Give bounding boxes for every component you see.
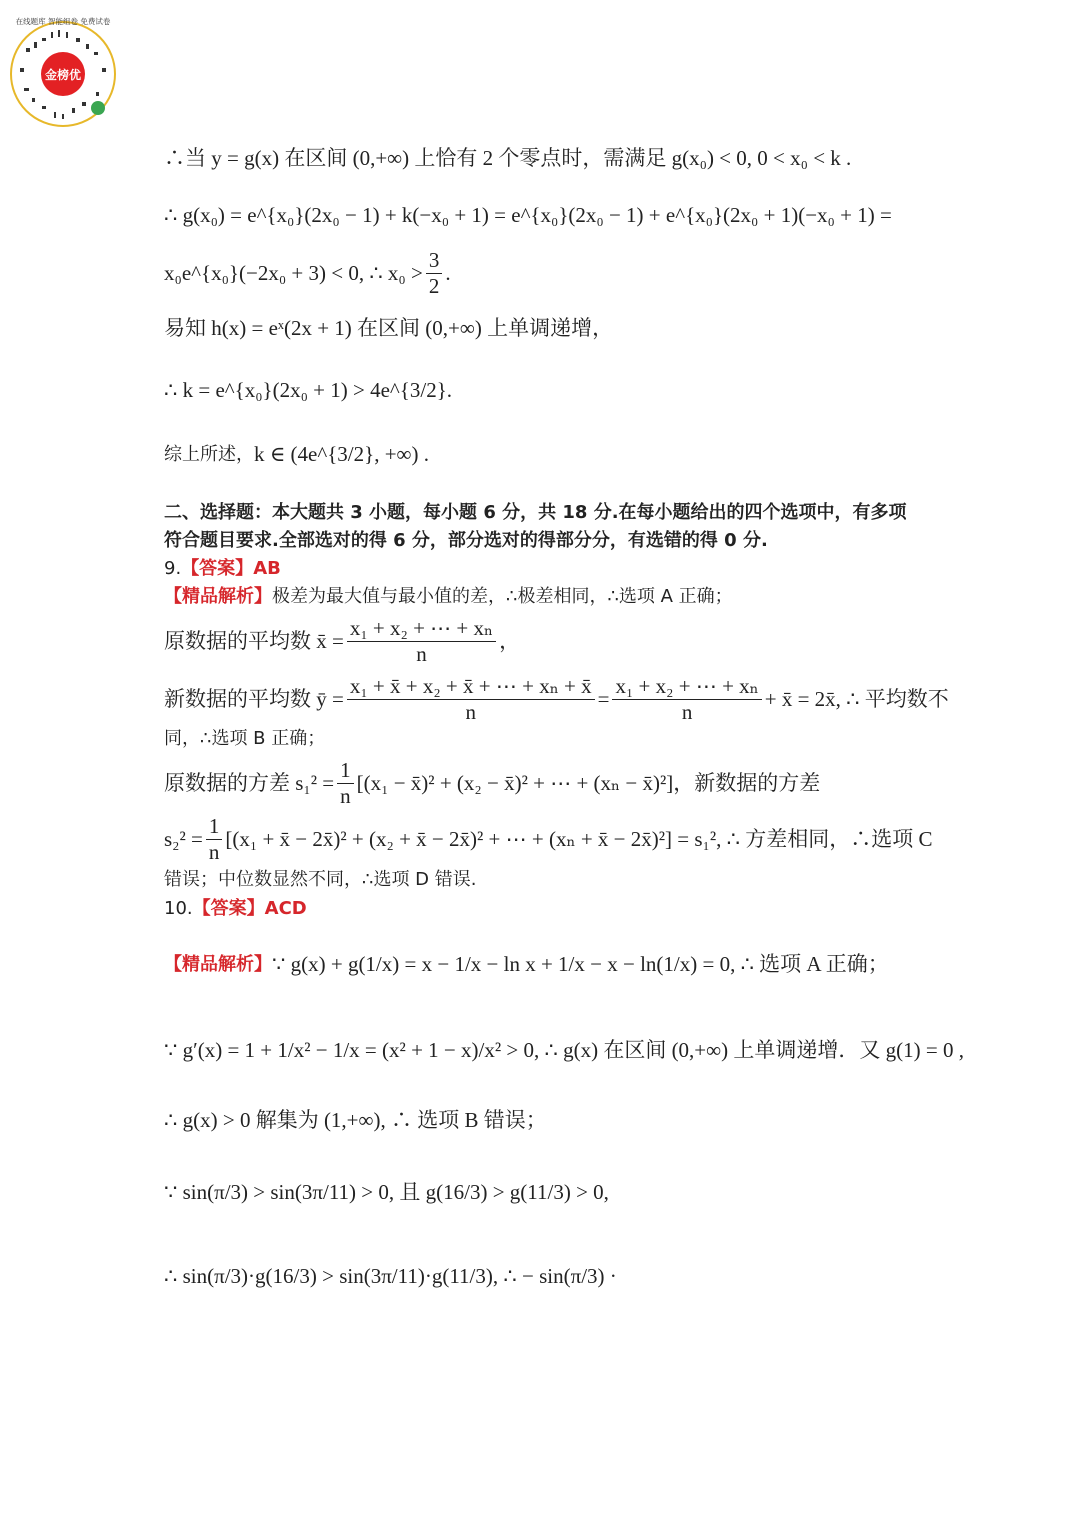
q9-new-variance-fraction: $\frac{1}{n}$ xyxy=(206,816,223,863)
conclusion-label: 综上所述， xyxy=(164,443,254,465)
q9-variance-line: 原数据的方差 s₁² = $\frac{1}{n}$ [(x₁ − x̄)² + (x₂ − x̄)² + ⋯ + (xₙ − x̄)²] ，新数据的方差 xyxy=(164,758,821,808)
proof-line-3-text: x₀e^{x₀}(−2x₀ + 3) < 0, ∴ x₀ > xyxy=(164,261,423,285)
q9-analysis-tag: 【精品解析】 xyxy=(164,586,272,607)
q9-answer-label: 【答案】 xyxy=(181,558,254,579)
q9-mean-fraction: $\frac{\text{x₁ + x₂ + ⋯ + xₙ}}{n}$ xyxy=(347,618,496,665)
q10-analysis-line-1: 【精品解析】 ∵ g(x) + g(1/x) = x − 1/x − ln x + 1/x − x − ln(1/x) = 0, ∴ 选项 A 正确； xyxy=(164,952,889,976)
q9-new-mean-line: 新数据的平均数 ȳ = $\frac{\text{x₁ + x̄ + x₂ + x̄ + ⋯ + xₙ + x̄}}{n}$ = $\frac{\text{x₁ + x₂ + ⋯ + xₙ}}{n}$ + x̄ = 2x̄, ∴ 平均数不 xyxy=(164,674,949,724)
q9-line-cd: 错误；中位数显然不同，∴选项 D 错误. xyxy=(164,869,477,890)
q10-sin-compare-line: ∵ sin(π/3) > sin(3π/11) > 0, 且 g(16/3) > g(11/3) > 0, xyxy=(164,1180,609,1204)
q9-number: 9. xyxy=(164,558,182,579)
proof-line-2: ∴ g(x₀) = e^{x₀}(2x₀ − 1) + k(−x₀ + 1) = e^{x₀}(2x₀ − 1) + e^{x₀}(2x₀ + 1)(−x₀ + 1) = xyxy=(164,203,892,227)
conclusion-line xyxy=(164,444,429,465)
q10-answer: ACD xyxy=(264,898,307,919)
proof-line-1: ∴当 y = g(x) 在区间 (0,+∞) 上恰有 2 个零点时，需满足 g(x₀) < 0, 0 < x₀ < k . xyxy=(164,146,852,170)
q9-variance-fraction: $\frac{1}{n}$ xyxy=(337,760,354,807)
jinbangyou-logo xyxy=(6,8,120,128)
proof-line-5: ∴ k = e^{x₀}(2x₀ + 1) > 4e^{3/2}. xyxy=(164,378,453,402)
proof-line-3: x₀e^{x₀}(−2x₀ + 3) < 0, ∴ x₀ > $\frac{3}{2}$ . xyxy=(164,248,451,298)
logo-arc-text: 在线题库 智能组卷 免费试卷 xyxy=(15,17,111,26)
q10-derivative-line: ∵ g′(x) = 1 + 1/x² − 1/x = (x² + 1 − x)/x² > 0, ∴ g(x) 在区间 (0,+∞) 上单调递增．又 g(1) = 0 , xyxy=(164,1038,964,1062)
q10-solution-set-line: ∴ g(x) > 0 解集为 (1,+∞), ∴ 选项 B 错误； xyxy=(164,1108,547,1132)
wechat-badge-icon xyxy=(91,101,105,115)
q9-line-b: 同，∴选项 B 正确； xyxy=(164,728,326,749)
section-2-heading-line-1: 二、选择题：本大题共 3 小题，每小题 6 分，共 18 分.在每小题给出的四个选项中，有多项 xyxy=(164,502,907,523)
q10-answer-label: 【答案】 xyxy=(192,898,265,919)
q10-product-line: ∴ sin(π/3)·g(16/3) > sin(3π/11)·g(11/3), ∴ − sin(π/3) · xyxy=(164,1264,617,1288)
section-2-heading-line-2: 符合题目要求.全部选对的得 6 分，部分选对的得部分分，有选错的得 0 分. xyxy=(164,530,768,551)
fraction-3-2: $\frac{3}{2}$ xyxy=(426,250,443,297)
q9-mean-line: 原数据的平均数 x̄ = $\frac{\text{x₁ + x₂ + ⋯ + xₙ}}{n}$ ， xyxy=(164,616,521,666)
q10-answer-line xyxy=(164,900,307,918)
q9-new-mean-fraction-2: $\frac{\text{x₁ + x₂ + ⋯ + xₙ}}{n}$ xyxy=(612,676,761,723)
q9-answer: AB xyxy=(253,558,281,579)
q9-answer-line xyxy=(164,560,281,578)
q10-analysis-tag: 【精品解析】 xyxy=(164,953,272,975)
proof-line-4: 易知 h(x) = eˣ(2x + 1) 在区间 (0,+∞) 上单调递增， xyxy=(164,316,614,340)
q9-new-mean-fraction-1: $\frac{\text{x₁ + x̄ + x₂ + x̄ + ⋯ + xₙ + x̄}}{n}$ xyxy=(347,676,595,723)
q10-number: 10. xyxy=(164,898,193,919)
q9-new-variance-line: s₂² = $\frac{1}{n}$ [(x₁ + x̄ − 2x̄)² + (x₂ + x̄ − 2x̄)² + ⋯ + (xₙ + x̄ − 2x̄)²] = s₁², ∴ 方差相同，∴选项 C xyxy=(164,814,933,864)
q9-analysis-line-1: 【精品解析】 极差为最大值与最小值的差，∴极差相同，∴选项 A 正确； xyxy=(164,586,733,607)
logo-center-text: 金榜优 xyxy=(44,68,82,82)
conclusion-interval: k ∈ (4e^{3/2}, +∞) . xyxy=(254,442,430,466)
